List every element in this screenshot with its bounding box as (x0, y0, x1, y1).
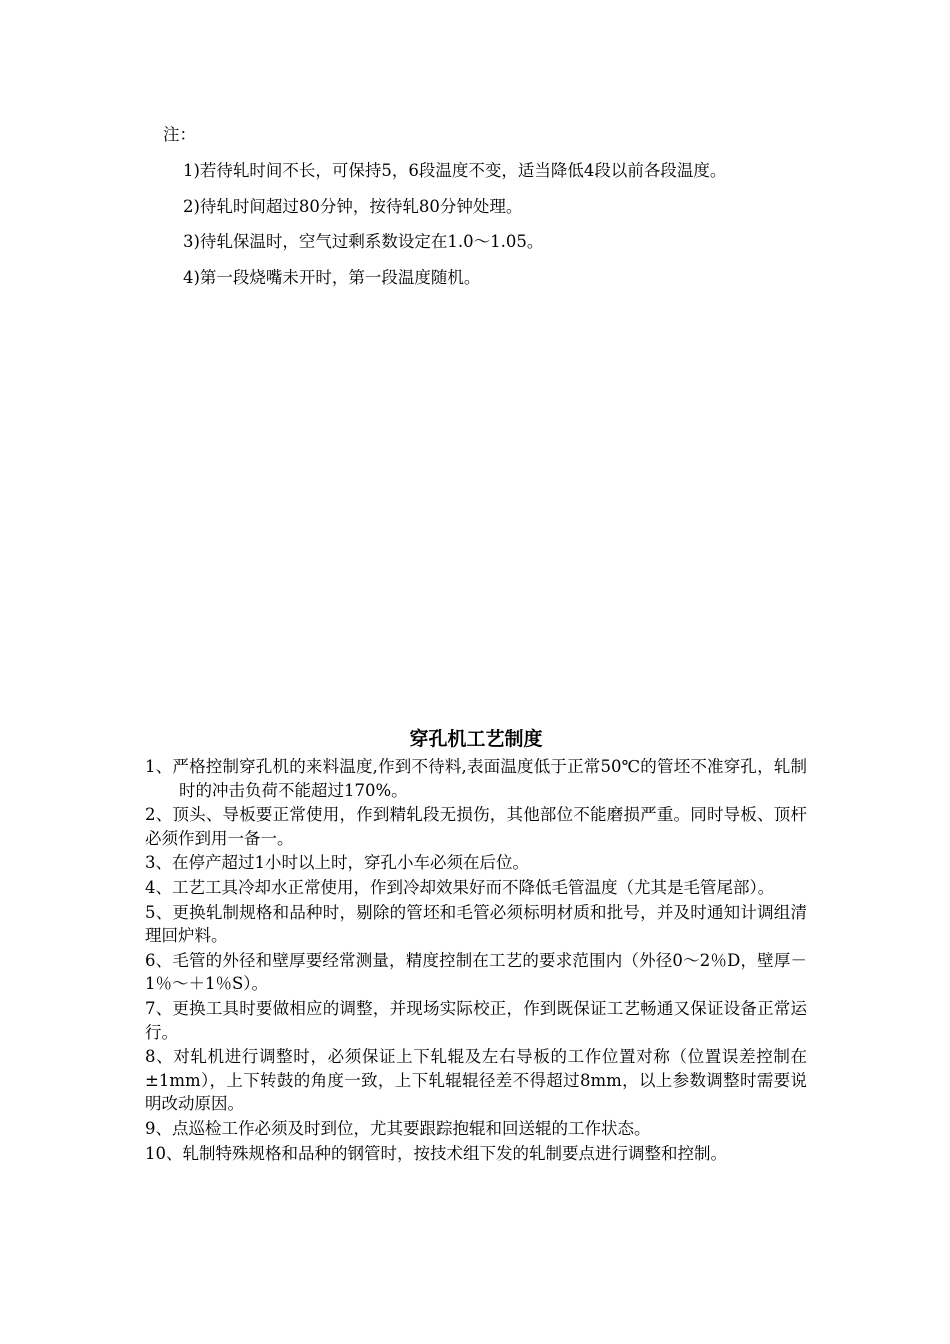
rule-item: 5、更换轧制规格和品种时，剔除的管坯和毛管必须标明材质和批号，并及时通知计调组清理回炉料。 (145, 902, 807, 946)
rule-item: 2、顶头、导板要正常使用，作到精轧段无损伤，其他部位不能磨损严重。同时导板、顶杆必须作到用一备一。 (145, 805, 807, 848)
note-item: 1)若待轧时间不长，可保持5，6段温度不变，适当降低4段以前各段温度。 (183, 161, 727, 180)
note-item: 3)待轧保温时，空气过剩系数设定在1.0～1.05。 (183, 232, 544, 251)
rule-item: 9、点巡检工作必须及时到位，尤其要跟踪抱辊和回送辊的工作状态。 (145, 1118, 651, 1138)
rule-item: 10、轧制特殊规格和品种的钢管时，按技术组下发的轧制要点进行调整和控制。 (145, 1143, 727, 1163)
rule-item: 6、毛管的外径和壁厚要经常测量，精度控制在工艺的要求范围内（外径0～2％D，壁厚－1％～＋1％S）。 (145, 950, 807, 994)
process-rules-section (145, 723, 807, 1166)
rule-item: 4、工艺工具冷却水正常使用，作到冷却效果好而不降低毛管温度（尤其是毛管尾部）。 (145, 877, 775, 897)
note-item: 4)第一段烧嘴未开时，第一段温度随机。 (183, 268, 481, 287)
section-title: 穿孔机工艺制度 (409, 728, 543, 750)
rule-item: 7、更换工具时要做相应的调整，并现场实际校正，作到既保证工艺畅通又保证设备正常运行。 (145, 998, 807, 1042)
note-item: 2)待轧时间超过80分钟，按待轧80分钟处理。 (183, 197, 523, 216)
rule-list (145, 755, 807, 1165)
rule-item: 3、在停产超过1小时以上时，穿孔小车必须在后位。 (145, 853, 529, 873)
rule-item: 1、严格控制穿孔机的来料温度,作到不待料,表面温度低于正常50℃的管坯不准穿孔，轧制时的冲击负荷不能超过170%。 (145, 757, 807, 800)
rule-item: 8、对轧机进行调整时，必须保证上下轧辊及左右导板的工作位置对称（位置误差控制在±1mm），上下转鼓的角度一致，上下轧辊辊径差不得超过8mm，以上参数调整时需要说明改动原因。 (145, 1047, 807, 1114)
notes-heading: 注： (163, 125, 196, 144)
